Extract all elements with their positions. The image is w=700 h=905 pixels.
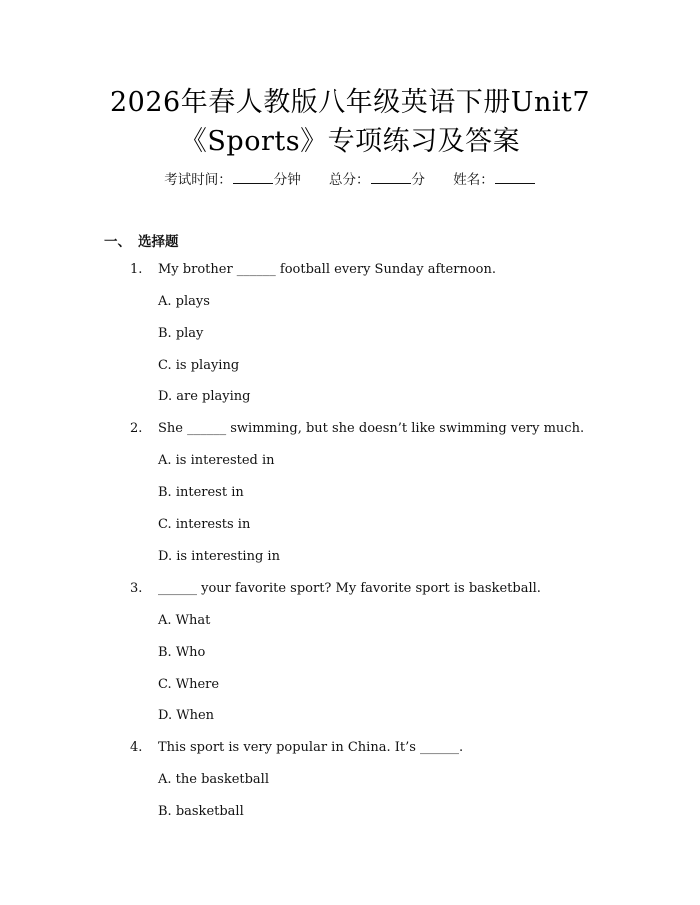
document-title-line-2: 《Sports》专项练习及答案 xyxy=(179,126,521,157)
question-text: She ______ swimming, but she doesn’t like swimming very much. xyxy=(158,421,585,436)
answer-option: D. When xyxy=(158,708,215,723)
name-label: 姓名： xyxy=(453,172,494,188)
answer-option: D. are playing xyxy=(158,389,251,404)
total-score-blank xyxy=(371,171,411,184)
document-title-line-1: 2026年春人教版八年级英语下册Unit7 xyxy=(109,87,591,118)
question-number: 3. xyxy=(130,581,143,596)
question-number: 4. xyxy=(130,740,143,755)
answer-option: B. Who xyxy=(158,645,206,660)
answer-option: A. What xyxy=(158,613,211,628)
total-score-field xyxy=(329,168,425,188)
section-title: 选择题 xyxy=(138,234,179,250)
question-number: 2. xyxy=(130,421,143,436)
question-text: My brother ______ football every Sunday afternoon. xyxy=(158,262,496,277)
total-score-unit: 分 xyxy=(411,172,425,188)
answer-option: B. play xyxy=(158,326,204,341)
question-number: 1. xyxy=(130,262,143,277)
answer-option: B. basketball xyxy=(158,804,244,819)
question-text: ______ your favorite sport? My favorite sport is basketball. xyxy=(158,581,541,596)
question-text: This sport is very popular in China. It’s ______. xyxy=(158,740,464,755)
answer-option: B. interest in xyxy=(158,485,244,500)
answer-option: A. the basketball xyxy=(158,772,270,787)
total-score-label: 总分： xyxy=(329,172,370,188)
exam-info-line xyxy=(0,168,700,188)
exam-time-field xyxy=(164,168,301,188)
exam-time-blank xyxy=(233,171,273,184)
exam-time-label: 考试时间： xyxy=(164,172,232,188)
exam-time-unit: 分钟 xyxy=(273,172,301,188)
section-heading xyxy=(104,230,179,250)
name-blank xyxy=(495,171,535,184)
answer-option: C. Where xyxy=(158,677,220,692)
section-number: 一、 xyxy=(104,234,131,250)
answer-option: C. is playing xyxy=(158,358,240,373)
answer-option: D. is interesting in xyxy=(158,549,280,564)
answer-option: A. plays xyxy=(158,294,210,309)
answer-option: C. interests in xyxy=(158,517,251,532)
name-field xyxy=(453,168,536,188)
answer-option: A. is interested in xyxy=(158,453,275,468)
